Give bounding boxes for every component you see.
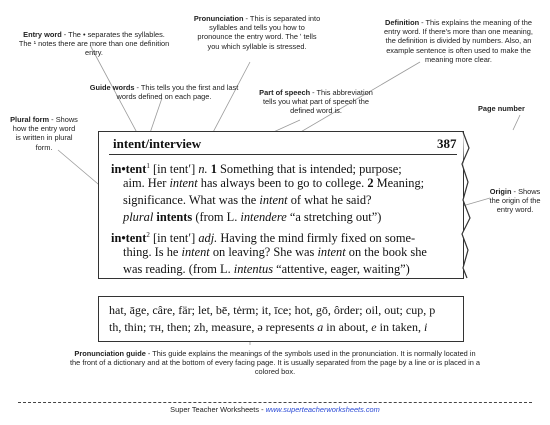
guide-words: intent/interview [113,136,202,151]
plural-label: plural [123,210,154,224]
footer-link[interactable]: www.superteacherworksheets.com [265,405,380,414]
page-number: 387 [437,136,457,151]
definition-note: Definition - This explains the meaning of the entry word. If there's more than one meaning, the definition is divided by numbers. Also, an example sentence is often used to make the meaning more clear. [384,18,533,64]
dictionary-page [98,131,464,279]
footer-divider [18,402,532,403]
guide-rule [109,154,457,155]
entry2-word: in•tent [111,231,147,246]
entry1-word: in•tent [111,162,147,177]
page-number-note: Page number [478,104,525,113]
entry1-part-of-speech: n. [198,162,208,177]
pronunciation-key-panel [98,296,464,342]
entry-word-note: Entry word - The • separates the syllables. The ¹ notes there are more than one definition entry. [18,30,170,58]
entry2-line2: thing. Is he intent on leaving? She was intent on the book she [123,245,427,259]
part-of-speech-note: Part of speech - This abbreviation tells you what part of speech the defined word is. [259,88,373,116]
entry1-line4: plural intents (from L. intendere “a stretching out”) [123,210,382,224]
entry2-line1: in•tent$^2$ [in tentʹ] adj. Having the mind firmly fixed on some- [111,231,416,246]
origin-note: Origin - Shows the origin of the entry word. [489,187,541,215]
plural-word: intents [156,210,193,224]
entry1-line3: significance. What was the intent of what he said? [123,193,372,207]
pronunciation-guide-note: Pronunciation guide - This guide explains the meanings of the symbols used in the pronunciation. It is normally located in the front of a dictionary and at the bottom of every facing page. It is usually separated from the page by a line or is placed in a colored box. [70,349,481,377]
entry1-line2: aim. Her intent has always been to go to college. 2 Meaning; [123,176,425,190]
plural-form-note: Plural form - Shows how the entry word is written in plural form. [10,115,78,152]
pron-key-line1: hat, āge, câre, fär; let, bē, tėrm; it, īce; hot, gō, ôrder; oil, out; cup, p [109,303,436,317]
guide-words-note: Guide words - This tells you the first and last words defined on each page. [89,83,239,102]
pron-key-line2: th, thin; ᴛʜ, then; zh, measure, ə represents a in about, e in taken, i [109,320,428,334]
footer: Super Teacher Worksheets - www.superteacherworksheets.com [170,405,380,414]
entry2-line3: was reading. (from L. intentus “attentive, eager, waiting”) [123,262,410,276]
torn-edge-icon [459,130,473,280]
entry1-pronunciation: [in tentʹ] [152,162,196,177]
pronunciation-note: Pronunciation - This is separated into syllables and tells you how to pronounce the entry word. The ʹ tells you which syllable is stressed. [193,14,321,51]
entry1-line1: in•tent$^1$ [in tentʹ] n. 1 Something that is intended; purpose; [111,162,402,177]
